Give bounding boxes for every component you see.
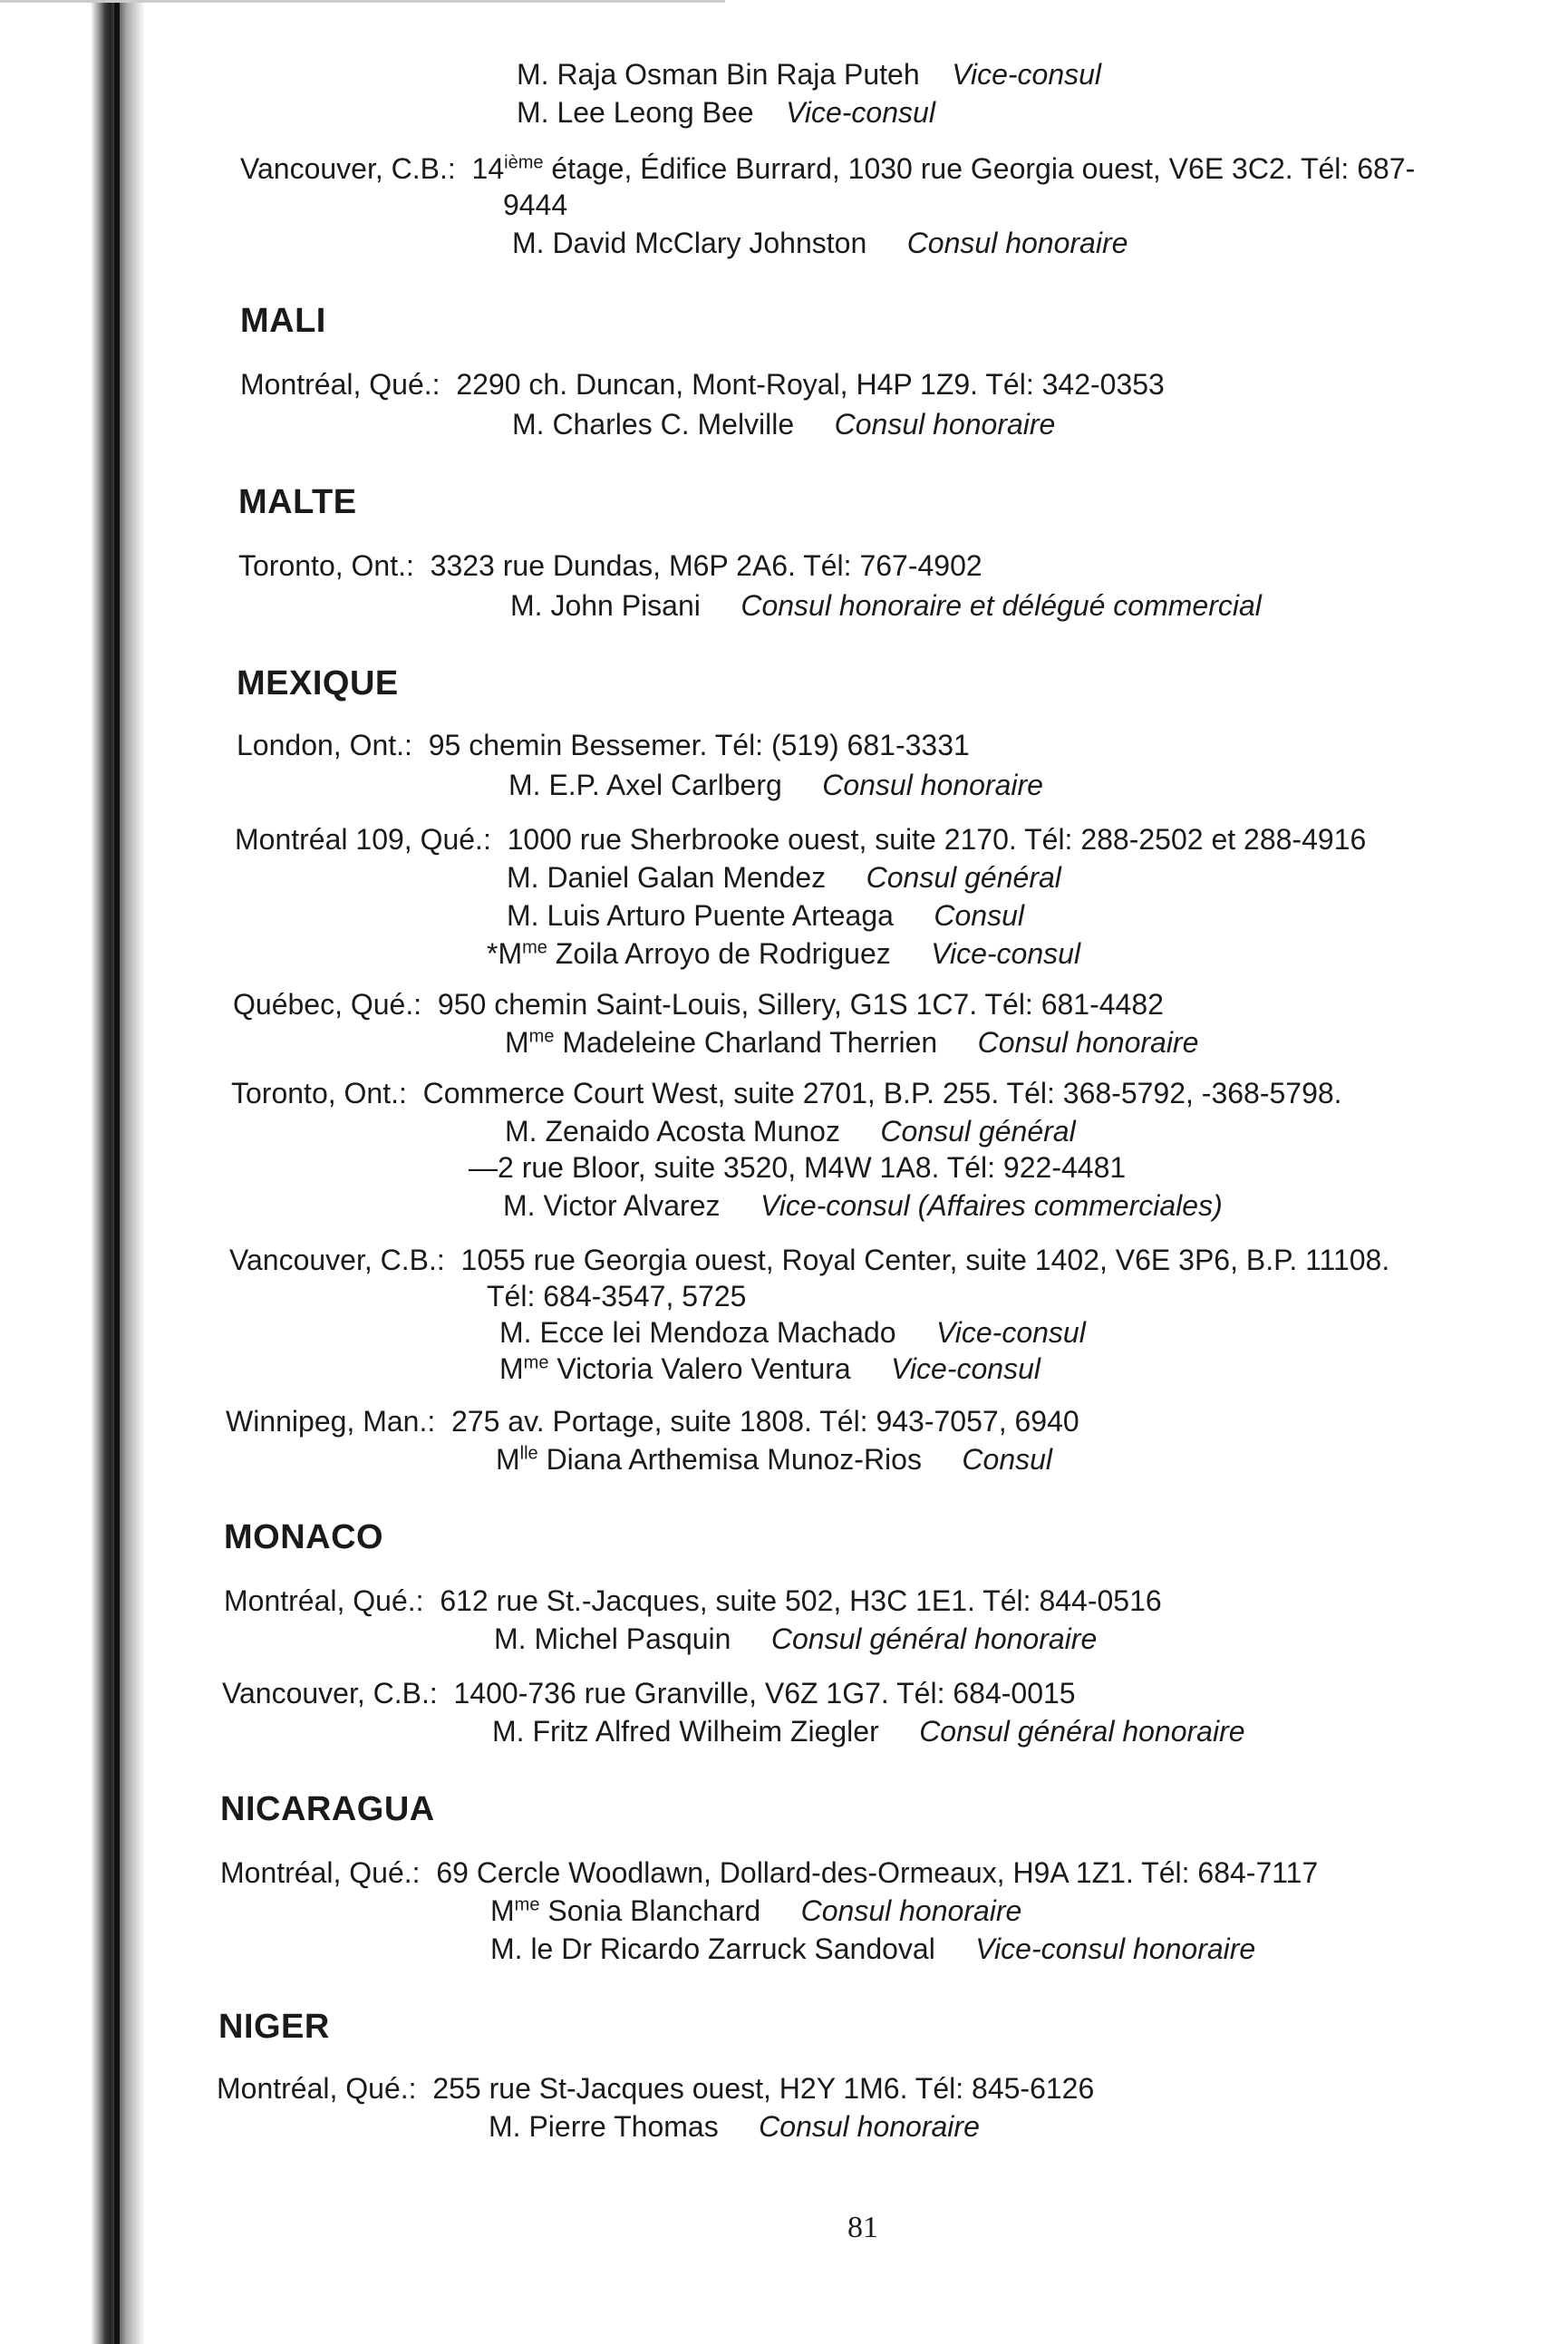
person-role: Vice-consul xyxy=(952,58,1102,91)
person-role: Vice-consul xyxy=(891,1352,1040,1385)
person-name: M. Ecce lei Mendoza Machado xyxy=(499,1316,896,1349)
entry-line xyxy=(490,1893,1021,1929)
address-line xyxy=(224,1583,1162,1619)
address-text: étage, Édifice Burrard, 1030 rue Georgia ouest, V6E 3C2. Tél: 687- xyxy=(551,152,1416,185)
address-text: 9444 xyxy=(503,189,568,221)
city-label: Montréal, Qué.: xyxy=(224,1584,424,1617)
entry-line xyxy=(517,56,1101,92)
address-text: 255 rue St-Jacques ouest, H2Y 1M6. Tél: 845-6126 xyxy=(432,2072,1095,2105)
person-name: M. Luis Arturo Puente Arteaga xyxy=(507,899,894,932)
address-line xyxy=(229,1242,1389,1278)
person-name: M. Lee Leong Bee xyxy=(517,96,754,129)
person-name: M. Raja Osman Bin Raja Puteh xyxy=(517,58,920,91)
address-text: 95 chemin Bessemer. Tél: (519) 681-3331 xyxy=(428,729,970,761)
address-line xyxy=(469,1149,1126,1186)
superscript: me xyxy=(522,937,547,958)
address-line xyxy=(240,150,1415,187)
person-role: Vice-consul xyxy=(936,1316,1086,1349)
address-text: 3323 rue Dundas, M6P 2A6. Tél: 767-4902 xyxy=(430,549,982,582)
address-line xyxy=(238,547,982,584)
person-role: Consul honoraire xyxy=(834,408,1056,441)
address-line xyxy=(237,727,970,763)
person-role: Consul général xyxy=(866,861,1061,894)
entry-line xyxy=(512,406,1055,442)
entry-line xyxy=(490,1931,1255,1967)
entry-line xyxy=(492,1713,1245,1749)
country-heading: MALI xyxy=(240,302,326,340)
address-text: 1000 rue Sherbrooke ouest, suite 2170. Tél: 288-2502 et 288-4916 xyxy=(507,823,1367,856)
entry-line xyxy=(505,1113,1076,1149)
person-role: Consul honoraire et délégué commercial xyxy=(740,589,1262,622)
address-text: 950 chemin Saint-Louis, Sillery, G1S 1C7. Tél: 681-4482 xyxy=(437,988,1164,1021)
country-heading: MONACO xyxy=(224,1518,384,1556)
person-role: Consul général honoraire xyxy=(919,1715,1245,1748)
city-label: Montréal 109, Qué.: xyxy=(235,823,491,856)
person-role: Vice-consul xyxy=(931,937,1081,970)
person-role: Vice-consul honoraire xyxy=(975,1932,1256,1965)
superscript: me xyxy=(528,1026,555,1047)
address-text: Commerce Court West, suite 2701, B.P. 255. Tél: 368-5792, -368-5798. xyxy=(422,1077,1342,1109)
person-role: Consul honoraire xyxy=(906,227,1128,259)
entry-line xyxy=(510,587,1262,624)
person-name: M. Victor Alvarez xyxy=(503,1189,721,1222)
city-label: Montréal, Qué.: xyxy=(240,368,440,401)
person-role: Consul xyxy=(962,1443,1053,1476)
address-line xyxy=(222,1675,1076,1711)
entry-line xyxy=(512,225,1128,261)
city-label: Winnipeg, Man.: xyxy=(226,1405,436,1438)
country-heading: NICARAGUA xyxy=(220,1790,435,1828)
person-role: Consul honoraire xyxy=(822,769,1043,801)
city-label: Toronto, Ont.: xyxy=(231,1077,407,1109)
page-number: 81 xyxy=(847,2211,878,2244)
person-role: Vice-consul (Affaires commerciales) xyxy=(760,1189,1223,1222)
address-text: 612 rue St.-Jacques, suite 502, H3C 1E1. Tél: 844-0516 xyxy=(440,1584,1162,1617)
entry-line xyxy=(499,1351,1040,1387)
entry-line xyxy=(494,1621,1097,1657)
person-name: M. John Pisani xyxy=(510,589,701,622)
person-name: M. David McClary Johnston xyxy=(512,227,867,259)
superscript: lle xyxy=(519,1443,538,1464)
person-name: Sonia Blanchard xyxy=(547,1894,761,1927)
entry-line xyxy=(489,2108,980,2145)
address-text: 2290 ch. Duncan, Mont-Royal, H4P 1Z9. Tél: 342-0353 xyxy=(456,368,1165,401)
address-text: 14 xyxy=(471,152,505,185)
person-name: M. le Dr Ricardo Zarruck Sandoval xyxy=(490,1932,935,1965)
country-heading: MEXIQUE xyxy=(237,664,399,702)
superscript: me xyxy=(523,1352,549,1373)
address-line xyxy=(235,821,1366,857)
person-name: M xyxy=(490,1894,515,1927)
address-line xyxy=(233,986,1164,1022)
address-text: Tél: 684-3547, 5725 xyxy=(487,1280,747,1312)
address-line xyxy=(503,187,567,223)
person-role: Consul général honoraire xyxy=(770,1622,1098,1655)
city-label: Vancouver, C.B.: xyxy=(229,1244,445,1276)
entry-line xyxy=(487,935,1080,972)
person-role: Consul honoraire xyxy=(977,1026,1199,1059)
superscript: ième xyxy=(504,152,544,173)
city-label: Montréal, Qué.: xyxy=(220,1856,421,1889)
person-name: M xyxy=(496,1443,520,1476)
person-name: M xyxy=(505,1026,529,1059)
person-name: M. Michel Pasquin xyxy=(494,1622,731,1655)
person-role: Consul honoraire xyxy=(759,2110,980,2143)
person-name: *M xyxy=(487,937,523,970)
city-label: Québec, Qué.: xyxy=(233,988,422,1021)
entry-line xyxy=(507,897,1024,934)
address-text: 1400-736 rue Granville, V6Z 1G7. Tél: 684-0015 xyxy=(453,1677,1076,1710)
person-role: Consul honoraire xyxy=(800,1894,1022,1927)
city-label: London, Ont.: xyxy=(237,729,412,761)
person-name: Zoila Arroyo de Rodriguez xyxy=(555,937,891,970)
entry-line xyxy=(503,1187,1223,1224)
city-label: Toronto, Ont.: xyxy=(238,549,414,582)
entry-line xyxy=(496,1441,1052,1477)
address-line xyxy=(217,2070,1094,2107)
address-text: 1055 rue Georgia ouest, Royal Center, suite 1402, V6E 3P6, B.P. 11108. xyxy=(460,1244,1390,1276)
person-role: Vice-consul xyxy=(786,96,935,129)
person-name: M. Charles C. Melville xyxy=(512,408,795,441)
address-line xyxy=(487,1278,746,1314)
address-text: 69 Cercle Woodlawn, Dollard-des-Ormeaux, H9A 1Z1. Tél: 684-7117 xyxy=(436,1856,1319,1889)
person-name: M. E.P. Axel Carlberg xyxy=(508,769,782,801)
address-text: 275 av. Portage, suite 1808. Tél: 943-7057, 6940 xyxy=(451,1405,1079,1438)
address-line xyxy=(226,1403,1079,1439)
city-label: Vancouver, C.B.: xyxy=(222,1677,438,1710)
person-name: M. Pierre Thomas xyxy=(489,2110,719,2143)
entry-line xyxy=(517,94,935,131)
person-name: M. Daniel Galan Mendez xyxy=(507,861,827,894)
address-line xyxy=(240,366,1165,402)
country-heading: NIGER xyxy=(218,2008,330,2046)
person-name: M. Zenaido Acosta Munoz xyxy=(505,1115,840,1148)
person-name: Madeleine Charland Therrien xyxy=(562,1026,938,1059)
superscript: me xyxy=(514,1894,540,1915)
entry-line xyxy=(508,767,1043,803)
person-name: M. Fritz Alfred Wilheim Ziegler xyxy=(492,1715,879,1748)
address-line xyxy=(231,1075,1342,1111)
person-name: M xyxy=(499,1352,524,1385)
address-text: —2 rue Bloor, suite 3520, M4W 1A8. Tél: 922-4481 xyxy=(469,1151,1127,1184)
person-role: Consul xyxy=(934,899,1024,932)
entry-line xyxy=(499,1314,1086,1351)
person-role: Consul général xyxy=(880,1115,1076,1148)
entry-line xyxy=(505,1024,1198,1061)
city-label: Montréal, Qué.: xyxy=(217,2072,417,2105)
entry-line xyxy=(507,859,1061,896)
address-line xyxy=(220,1855,1318,1891)
country-heading: MALTE xyxy=(238,483,357,521)
person-name: Victoria Valero Ventura xyxy=(557,1352,851,1385)
city-label: Vancouver, C.B.: xyxy=(240,152,456,185)
person-name: Diana Arthemisa Munoz-Rios xyxy=(546,1443,922,1476)
